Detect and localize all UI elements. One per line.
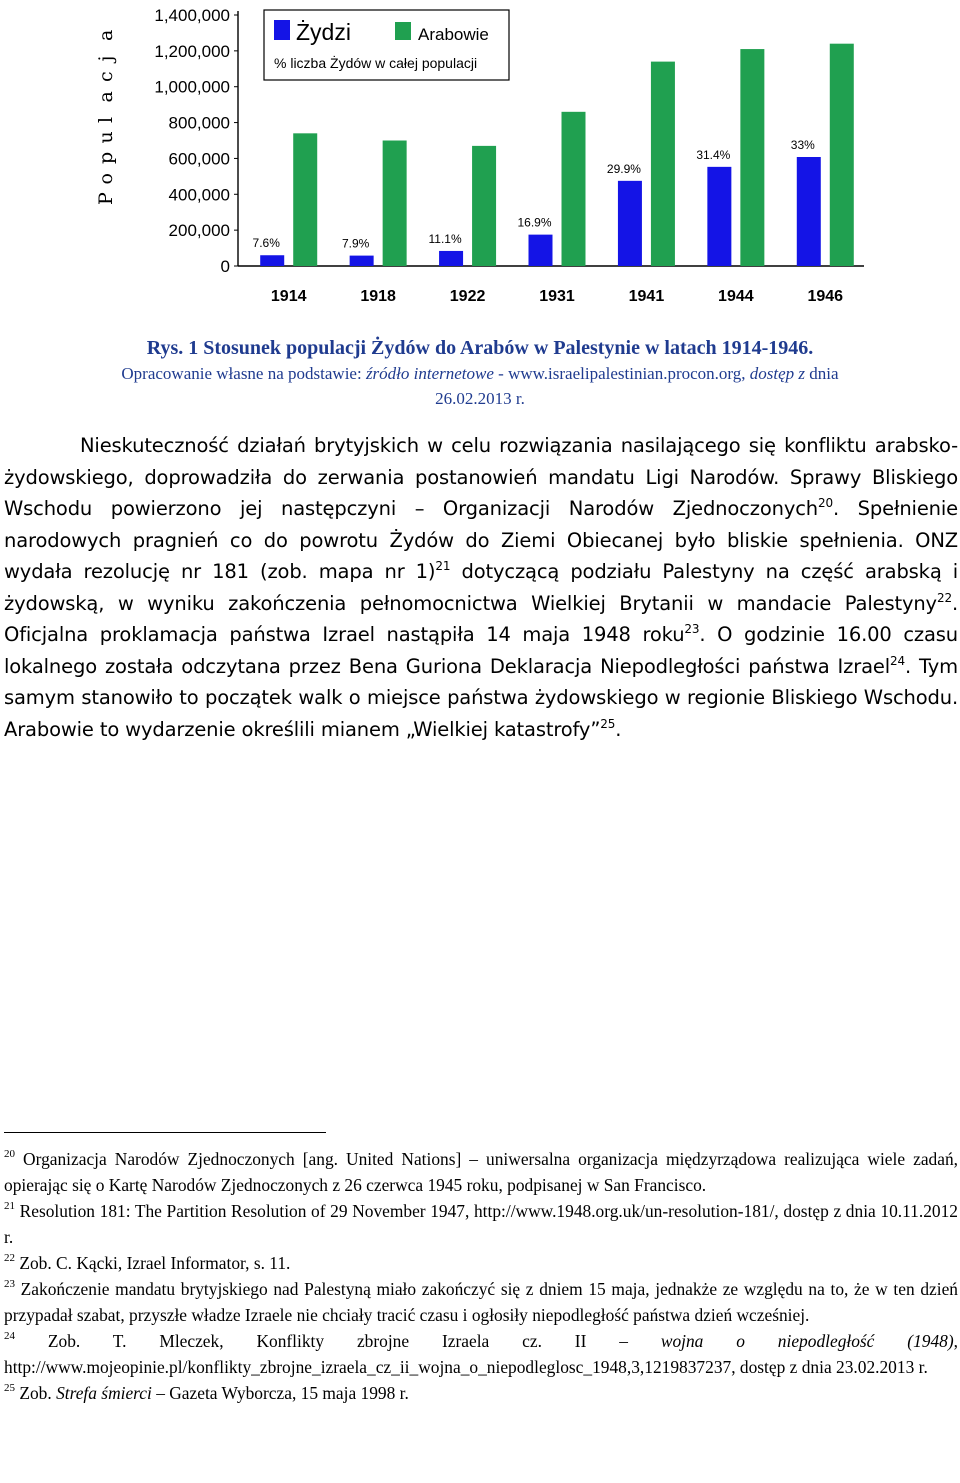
caption-source-e: dnia bbox=[805, 364, 839, 383]
percent-label: 11.1% bbox=[428, 231, 462, 246]
footnote-text: Resolution 181: The Partition Resolution of 29 November 1947, http://www.1948.org.uk/un-resolution-181/, dostęp z dnia 10.11.2012 r. bbox=[4, 1201, 958, 1247]
body-segment: . O godzinie 16.00 czasu lokalnego została odczytana przez Bena Guriona Deklaracja Niepodległości państwa Izrael bbox=[4, 623, 958, 678]
y-axis-label-letter: l bbox=[95, 116, 117, 123]
x-tick-label: 1922 bbox=[449, 288, 486, 305]
chart-svg bbox=[88, 0, 870, 318]
y-axis-label-letter: c bbox=[95, 71, 117, 82]
caption-title: Rys. 1 Stosunek populacji Żydów do Arabów w Palestynie w latach 1914-1946. bbox=[146, 337, 814, 359]
y-axis-label-letter: P bbox=[95, 192, 117, 205]
x-tick-label: 1914 bbox=[270, 288, 307, 305]
bar-jews bbox=[707, 167, 731, 266]
percent-label: 33% bbox=[790, 137, 815, 152]
y-tick-label: 200,000 bbox=[168, 221, 230, 241]
caption-source-d: dostęp z bbox=[749, 364, 806, 383]
footnote-25 bbox=[4, 1380, 958, 1406]
footnote-21 bbox=[4, 1198, 958, 1250]
footnote-number: 22 bbox=[4, 1252, 15, 1264]
footnote-text: Zob. T. Mleczek, Konflikty zbrojne Izraela cz. II – bbox=[15, 1331, 661, 1351]
footnote-text: Organizacja Narodów Zjednoczonych [ang. United Nations] – uniwersalna organizacja międzyrządowa realizująca wiele zadań, opierając się o Kartę Narodów Zjednoczonych z 26 czerwca 1945 roku, podpisanej w San Francisco. bbox=[4, 1149, 958, 1195]
caption-source-c: - www.israelipalestinian.procon.org, bbox=[493, 364, 750, 383]
y-tick-label: 800,000 bbox=[168, 113, 230, 133]
figure-caption bbox=[0, 336, 960, 411]
caption-source-b: źródło internetowe bbox=[365, 364, 494, 383]
footnote-ref-23[interactable]: 23 bbox=[684, 622, 700, 636]
bar-jews bbox=[350, 256, 374, 266]
y-axis-label-letter: a bbox=[95, 91, 117, 103]
percent-label: 31.4% bbox=[696, 147, 731, 162]
footnote-ref-20[interactable]: 20 bbox=[818, 496, 833, 510]
footnote-separator bbox=[4, 1132, 326, 1133]
x-tick-label: 1941 bbox=[628, 288, 665, 305]
bar-jews bbox=[797, 157, 821, 266]
body-paragraph bbox=[4, 430, 958, 745]
y-axis-label-letter: a bbox=[95, 29, 117, 41]
body-segment: Nieskuteczność działań brytyjskich w celu rozwiązania nasilającego się konfliktu arabsko-żydowskiego, doprowadziła do zerwania postanowień mandatu Ligi Narodów. Sprawy Bliskiego Wschodu powierzono jej następczyni – Organizacji Narodów Zjednoczonych bbox=[4, 434, 958, 520]
body-segment: dotyczącą podziału Palestyny na część arabską i żydowską, w wyniku zakończenia pełnomocnictwa Wielkiej Brytanii w mandacie Palestyny bbox=[4, 560, 958, 615]
x-tick-label: 1918 bbox=[360, 288, 396, 305]
bar-arabs bbox=[472, 146, 496, 266]
footnote-ref-24[interactable]: 24 bbox=[890, 653, 905, 668]
footnote-text: – Gazeta Wyborcza, 15 maja 1998 r. bbox=[151, 1383, 409, 1403]
legend-subtitle: % liczba Żydów w całej populacji bbox=[274, 55, 478, 71]
footnote-number: 23 bbox=[4, 1278, 15, 1290]
y-axis-label-letter: p bbox=[95, 151, 117, 164]
y-tick-label: 0 bbox=[220, 257, 230, 276]
bar-arabs bbox=[293, 133, 317, 266]
footnote-number: 20 bbox=[4, 1148, 15, 1160]
body-segment: . bbox=[615, 717, 622, 741]
footnote-text: Zob. C. Kącki, Izrael Informator, s. 11. bbox=[15, 1253, 291, 1273]
body-segment: . Oficjalna proklamacja państwa Izrael nastąpiła 14 maja 1948 roku bbox=[4, 591, 958, 646]
footnote-22 bbox=[4, 1250, 958, 1276]
y-axis-label bbox=[95, 30, 117, 205]
body-segment: . Tym samym stanowiło to początek walk o miejsce państwa żydowskiego w regionie Bliskiego Wschodu. Arabowie to wydarzenie określili mianem „Wielkiej katastrofy” bbox=[4, 654, 958, 741]
footnote-number: 21 bbox=[4, 1200, 15, 1212]
caption-source-date: 26.02.2013 r. bbox=[435, 389, 525, 408]
y-tick-label: 600,000 bbox=[168, 149, 230, 169]
footnote-23 bbox=[4, 1276, 958, 1328]
bar-arabs bbox=[651, 62, 675, 266]
chart-legend bbox=[264, 10, 509, 80]
y-tick-label: 1,400,000 bbox=[154, 6, 230, 25]
footnote-number: 24 bbox=[4, 1330, 15, 1342]
bar-jews bbox=[439, 251, 463, 266]
footnote-text: Zakończenie mandatu brytyjskiego nad Palestyną miało zakończyć się z dniem 15 maja, jednakże ze względu na to, że w ten dzień przypadał szabat, przyszłe władze Izraele nie chciały tracić czasu i ogłosiły niepodległość państwa dzień wcześniej. bbox=[4, 1279, 958, 1325]
bar-jews bbox=[529, 235, 553, 266]
bar-arabs bbox=[383, 141, 407, 267]
footnote-text: Zob. bbox=[15, 1383, 57, 1403]
bar-jews bbox=[260, 255, 284, 266]
bar-arabs bbox=[830, 44, 854, 266]
y-axis-label-letter: j bbox=[95, 55, 117, 62]
percent-label: 16.9% bbox=[517, 215, 552, 230]
x-tick-label: 1944 bbox=[718, 288, 754, 305]
bar-arabs bbox=[562, 112, 586, 266]
caption-source bbox=[0, 361, 960, 411]
percent-label: 7.6% bbox=[252, 236, 280, 251]
footnote-ref-25[interactable]: 25 bbox=[600, 716, 616, 731]
population-chart bbox=[88, 0, 870, 318]
bar-arabs bbox=[740, 49, 764, 266]
footnote-ref-22[interactable]: 22 bbox=[936, 590, 952, 605]
body-segment: . Spełnienie narodowych pragnień co do powrotu Żydów do Ziemi Obiecanej było bliskie spełnienia. ONZ wydała rezolucję nr 181 (zob. mapa nr 1) bbox=[4, 497, 958, 583]
y-tick-label: 1,000,000 bbox=[154, 77, 230, 97]
caption-source-a: Opracowanie własne na podstawie: bbox=[121, 364, 366, 383]
footnote-text[interactable]: , http://www.mojeopinie.pl/konflikty_zbrojne_izraela_cz_ii_wojna_o_niepodleglosc_1948,3,1219837237, dostęp z dnia 23.02.2013 r. bbox=[4, 1331, 958, 1377]
x-tick-label: 1946 bbox=[807, 288, 844, 305]
body-text bbox=[4, 430, 958, 745]
legend-label-jews: Żydzi bbox=[296, 19, 351, 45]
y-tick-label: 400,000 bbox=[168, 185, 230, 205]
footnote-20 bbox=[4, 1146, 958, 1198]
footnote-ref-21[interactable]: 21 bbox=[435, 559, 451, 573]
y-tick-label: 1,200,000 bbox=[154, 41, 230, 61]
legend-label-arabs: Arabowie bbox=[418, 25, 489, 44]
footnote-italic-title: wojna o niepodległość (1948) bbox=[660, 1331, 954, 1351]
footnotes bbox=[4, 1146, 958, 1406]
y-axis-label-letter: u bbox=[95, 131, 117, 144]
legend-swatch-arabs bbox=[395, 22, 411, 40]
legend-swatch-jews bbox=[274, 20, 290, 40]
y-axis-label-letter: o bbox=[95, 173, 117, 185]
x-tick-label: 1931 bbox=[539, 288, 575, 305]
footnote-number: 25 bbox=[4, 1382, 15, 1394]
footnote-24 bbox=[4, 1328, 958, 1380]
footnote-italic-title: Strefa śmierci bbox=[56, 1383, 152, 1403]
percent-label: 7.9% bbox=[341, 236, 370, 251]
percent-label: 29.9% bbox=[606, 161, 641, 176]
bar-jews bbox=[618, 181, 642, 266]
